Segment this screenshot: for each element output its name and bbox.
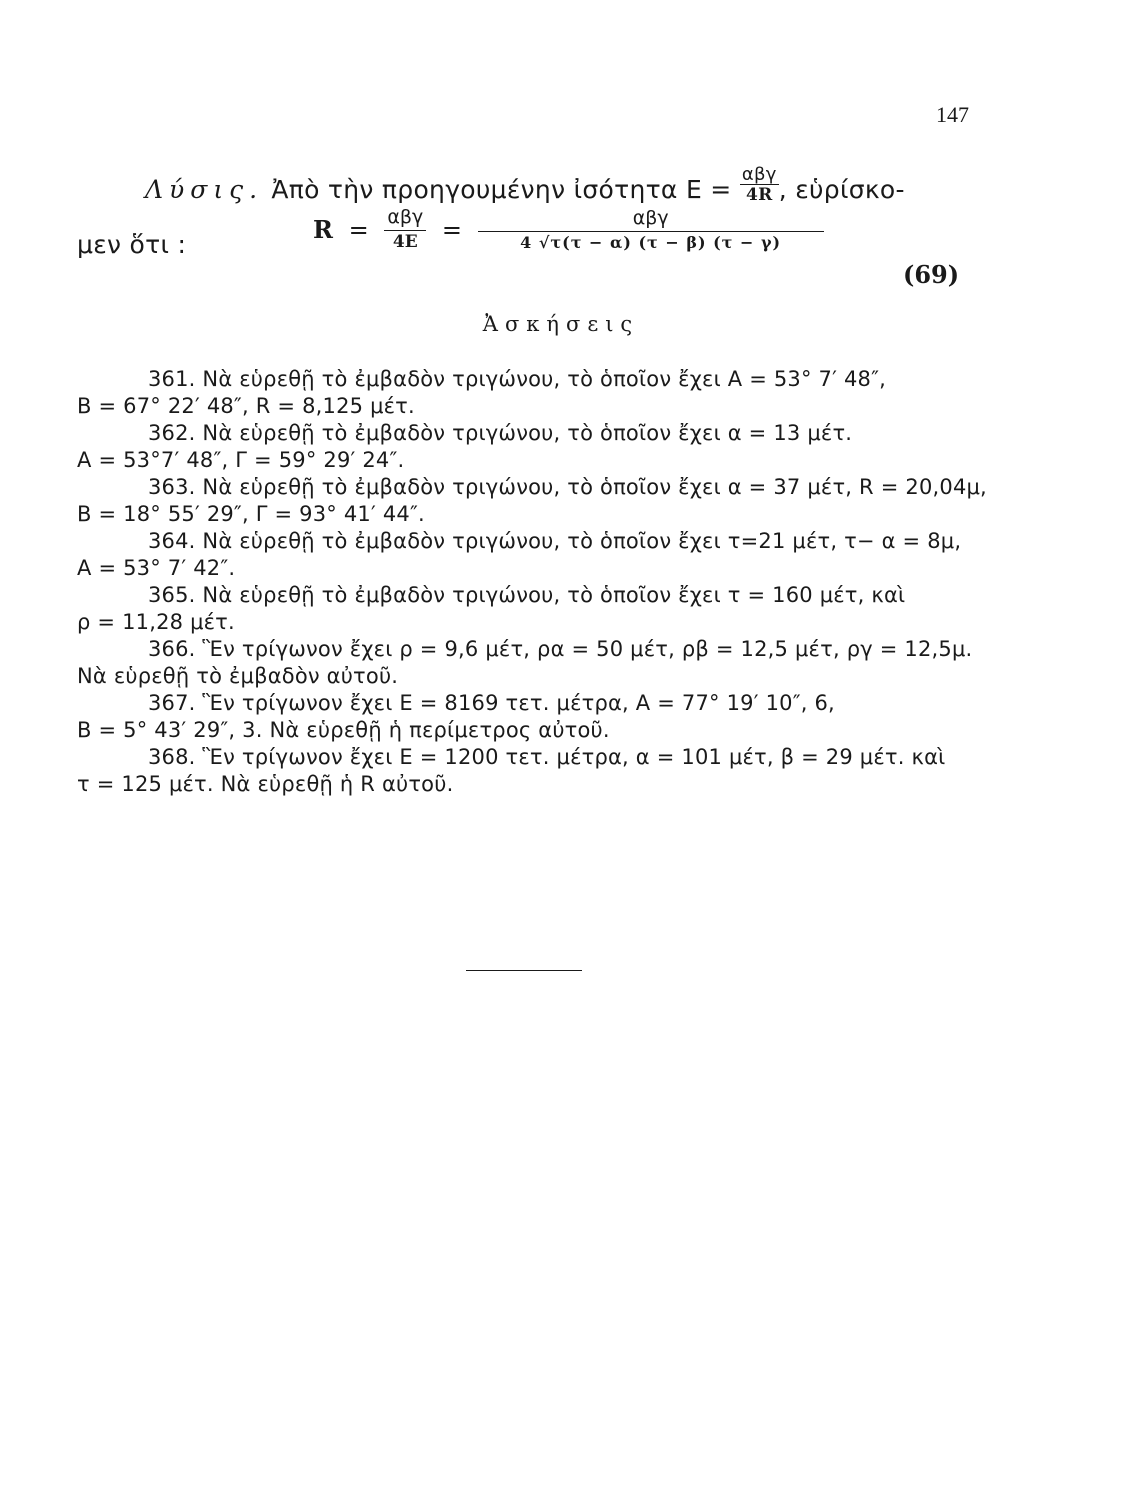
exercise-line: Α = 53° 7′ 42″. [77, 556, 236, 580]
solution-line-end: , εὑρίσκο- [778, 175, 905, 204]
equation-number: (69) [903, 260, 960, 289]
exercise-362 [77, 420, 967, 474]
exercise-line: Β = 18° 55′ 29″, Γ = 93° 41′ 44″. [77, 502, 425, 526]
equals-sign: = [441, 215, 462, 244]
exercise-line: Β = 5° 43′ 29″, 3. Νὰ εὑρεθῇ ἡ περίμετρος αὐτοῦ. [77, 718, 610, 742]
exercise-line: τ = 125 μέτ. Νὰ εὑρεθῇ ἡ R αὐτοῦ. [77, 772, 454, 796]
page-number: 147 [936, 102, 969, 127]
fraction-denominator: 4Ε [392, 232, 418, 252]
fraction-heron [478, 206, 824, 252]
exercise-367 [77, 690, 967, 744]
exercise-line: Β = 67° 22′ 48″, R = 8,125 μέτ. [77, 394, 415, 418]
equals-sign: = [348, 215, 369, 244]
section-divider [466, 970, 582, 971]
exercise-line: ρ = 11,28 μέτ. [77, 610, 235, 634]
exercises-list [77, 366, 987, 798]
fraction-abc-over-4R [740, 166, 779, 204]
fraction-numerator: αβγ [741, 164, 777, 185]
exercise-365 [77, 582, 967, 636]
exercise-368 [77, 744, 967, 798]
exercise-line: 366. Ἓν τρίγωνον ἔχει ρ = 9,6 μέτ, ρα = 50 μέτ, ρβ = 12,5 μέτ, ργ = 12,5μ. [148, 637, 973, 661]
exercise-line: Νὰ εὑρεθῇ τὸ ἐμβαδὸν αὐτοῦ. [77, 664, 399, 688]
exercise-line: Α = 53°7′ 48″, Γ = 59° 29′ 24″. [77, 448, 405, 472]
exercise-line: 363. Νὰ εὑρεθῇ τὸ ἐμβαδὸν τριγώνου, τὸ ὁποῖον ἔχει α = 37 μέτ, R = 20,04μ, [148, 475, 987, 499]
solution-line-1 [145, 164, 975, 210]
exercise-line: 367. Ἓν τρίγωνον ἔχει Ε = 8169 τετ. μέτρα, Α = 77° 19′ 10″, 6, [148, 691, 835, 715]
exercise-363 [77, 474, 987, 528]
solution-intro-text: Ἀπὸ τὴν προηγουμένην ἰσότητα Ε = [271, 175, 732, 204]
formula-variable-R: R [313, 215, 333, 244]
exercise-366 [77, 636, 973, 690]
exercise-line: 361. Νὰ εὑρεθῇ τὸ ἐμβαδὸν τριγώνου, τὸ ὁποῖον ἔχει Α = 53° 7′ 48″, [148, 367, 887, 391]
exercises-heading: Ἀσκήσεις [482, 312, 640, 336]
fraction-numerator: αβγ [384, 208, 426, 231]
fraction-denominator: 4 √τ(τ − α) (τ − β) (τ − γ) [520, 232, 782, 252]
fraction-numerator: αβγ [478, 209, 824, 232]
exercise-line: 365. Νὰ εὑρεθῇ τὸ ἐμβαδὸν τριγώνου, τὸ ὁποῖον ἔχει τ = 160 μέτ, καὶ [148, 583, 906, 607]
solution-line-2-start: μεν ὅτι : [77, 230, 187, 259]
exercise-364 [77, 528, 967, 582]
fraction-abc-over-4E [384, 208, 426, 251]
formula-R [313, 208, 824, 251]
fraction-denominator: 4R [745, 185, 773, 205]
exercise-361 [77, 366, 967, 420]
exercise-line: 362. Νὰ εὑρεθῇ τὸ ἐμβαδὸν τριγώνου, τὸ ὁποῖον ἔχει α = 13 μέτ. [148, 421, 853, 445]
exercise-line: 368. Ἓν τρίγωνον ἔχει Ε = 1200 τετ. μέτρα, α = 101 μέτ, β = 29 μέτ. καὶ [148, 745, 946, 769]
solution-label: Λύσις. [145, 175, 264, 204]
exercise-line: 364. Νὰ εὑρεθῇ τὸ ἐμβαδὸν τριγώνου, τὸ ὁποῖον ἔχει τ=21 μέτ, τ− α = 8μ, [148, 529, 962, 553]
